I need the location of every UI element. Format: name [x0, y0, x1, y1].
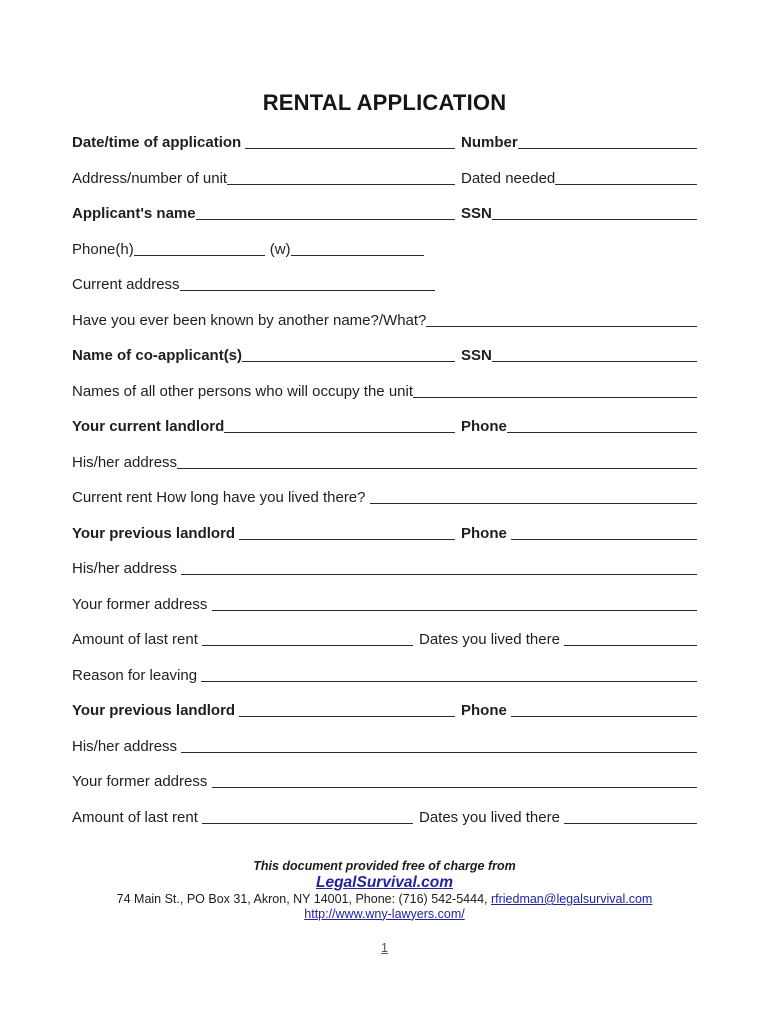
phone-work-fill-line[interactable]: [291, 242, 424, 256]
previous-landlord-1-label: Your previous landlord: [72, 524, 240, 542]
footer-url-line: [72, 907, 697, 922]
field-current-landlord-phone-group: [461, 417, 697, 435]
form-row-co-applicant: [72, 346, 697, 382]
previous-landlord-2-phone-label: Phone: [461, 702, 512, 719]
field-ssn-group: [461, 204, 697, 222]
footer-address-text: 74 Main St., PO Box 31, Akron, NY 14001, Phone: (716) 542-5444,: [116, 892, 491, 906]
form-row-occupants: [72, 382, 697, 418]
form-row-reason-leaving: [72, 666, 697, 702]
applicant-name-fill-line[interactable]: [196, 206, 455, 220]
footer-address-line: [72, 892, 697, 907]
date-time-label: Date/time of application: [72, 134, 246, 151]
form-row-address-unit: [72, 169, 697, 205]
current-address-fill-line[interactable]: [180, 277, 435, 291]
co-applicant-ssn-label: SSN: [461, 347, 492, 364]
last-rent-2-label: Amount of last rent: [72, 808, 203, 826]
field-date-time-group: [72, 133, 455, 151]
co-applicant-fill-line[interactable]: [242, 348, 455, 362]
rental-application-form: [72, 133, 697, 843]
field-applicant-name-group: [72, 204, 455, 222]
current-landlord-label: Your current landlord: [72, 418, 225, 435]
website-link[interactable]: http://www.wny-lawyers.com/: [304, 906, 465, 921]
form-row-last-rent-2: [72, 808, 697, 844]
former-address-2-fill-line[interactable]: [212, 774, 697, 788]
previous-landlord-2-fill-line[interactable]: [239, 703, 455, 717]
form-row-last-rent-1: [72, 630, 697, 666]
dates-lived-1-fill-line[interactable]: [564, 632, 697, 646]
former-address-2-label: Your former address: [72, 773, 212, 790]
field-co-applicant-group: [72, 346, 455, 364]
former-address-1-fill-line[interactable]: [212, 597, 697, 611]
form-row-landlord-address: [72, 453, 697, 489]
dates-lived-1-label: Dates you lived there: [419, 631, 565, 648]
legalsurvival-link[interactable]: LegalSurvival.com: [316, 874, 453, 891]
reason-leaving-fill-line[interactable]: [201, 668, 697, 682]
address-unit-fill-line[interactable]: [227, 171, 455, 185]
email-link[interactable]: rfriedman@legalsurvival.com: [490, 892, 653, 906]
field-previous-landlord-2-group: [72, 701, 455, 719]
form-row-former-address-1: [72, 595, 697, 631]
previous-landlord-2-label: Your previous landlord: [72, 702, 240, 719]
ssn-fill-line[interactable]: [492, 206, 697, 220]
previous-landlord-1-fill-line[interactable]: [239, 526, 455, 540]
previous-landlord-1-phone-fill-line[interactable]: [511, 526, 697, 540]
number-fill-line[interactable]: [518, 135, 697, 149]
form-row-former-address-2: [72, 772, 697, 808]
prev-address-1-fill-line[interactable]: [181, 561, 697, 575]
current-landlord-phone-label: Phone: [461, 418, 507, 435]
phone-work-label: (w): [269, 240, 291, 258]
co-applicant-label: Name of co-applicant(s): [72, 347, 243, 364]
co-applicant-ssn-fill-line[interactable]: [492, 348, 697, 362]
current-landlord-phone-fill-line[interactable]: [507, 419, 697, 433]
applicant-name-label: Applicant's name: [72, 205, 196, 222]
field-co-applicant-ssn-group: [461, 346, 697, 364]
dates-lived-2-fill-line[interactable]: [564, 810, 697, 824]
form-row-current-rent: [72, 488, 697, 524]
current-rent-fill-line[interactable]: [370, 490, 697, 504]
form-row-applicant-name: [72, 204, 697, 240]
other-name-label: Have you ever been known by another name?/What?: [72, 311, 427, 329]
occupants-label: Names of all other persons who will occupy the unit: [72, 382, 414, 400]
field-address-unit-group: [72, 169, 455, 187]
previous-landlord-2-phone-fill-line[interactable]: [511, 703, 697, 717]
number-label: Number: [461, 134, 518, 151]
field-number-group: [461, 133, 697, 151]
form-row-phone: [72, 240, 697, 276]
field-current-landlord-group: [72, 417, 455, 435]
field-last-rent-1-group: [72, 630, 413, 648]
landlord-address-fill-line[interactable]: [177, 455, 697, 469]
field-last-rent-2-group: [72, 808, 413, 826]
form-row-prev-address-2: [72, 737, 697, 773]
field-dates-lived-2-group: [419, 808, 697, 826]
prev-address-1-label: His/her address: [72, 560, 182, 577]
date-needed-fill-line[interactable]: [555, 171, 697, 185]
page-number: 1: [381, 941, 388, 955]
form-row-prev-address-1: [72, 559, 697, 595]
form-row-previous-landlord-2: [72, 701, 697, 737]
phone-home-label: Phone(h): [72, 240, 134, 258]
page-title: RENTAL APPLICATION: [262, 90, 507, 115]
field-date-needed-group: [461, 169, 697, 187]
form-row-current-address: [72, 275, 697, 311]
form-row-current-landlord: [72, 417, 697, 453]
field-previous-landlord-2-phone-group: [461, 701, 697, 719]
field-previous-landlord-1-group: [72, 524, 455, 542]
form-row-date-time: [72, 133, 697, 169]
form-row-previous-landlord-1: [72, 524, 697, 560]
last-rent-1-label: Amount of last rent: [72, 631, 203, 648]
reason-leaving-label: Reason for leaving: [72, 666, 202, 684]
field-previous-landlord-1-phone-group: [461, 524, 697, 542]
address-unit-label: Address/number of unit: [72, 169, 228, 187]
last-rent-2-fill-line[interactable]: [202, 810, 413, 824]
phone-home-fill-line[interactable]: [134, 242, 265, 256]
former-address-1-label: Your former address: [72, 595, 212, 613]
ssn-label: SSN: [461, 205, 492, 222]
other-name-fill-line[interactable]: [426, 313, 697, 327]
occupants-fill-line[interactable]: [413, 384, 697, 398]
footer-provided-text: This document provided free of charge from: [253, 859, 516, 873]
prev-address-2-label: His/her address: [72, 737, 182, 755]
current-address-label: Current address: [72, 276, 180, 293]
date-time-fill-line[interactable]: [245, 135, 455, 149]
last-rent-1-fill-line[interactable]: [202, 632, 413, 646]
previous-landlord-1-phone-label: Phone: [461, 524, 512, 542]
footer-site-line: [72, 874, 697, 892]
current-landlord-fill-line[interactable]: [224, 419, 455, 433]
field-dates-lived-1-group: [419, 630, 697, 648]
current-rent-label: Current rent How long have you lived there?: [72, 489, 370, 506]
dates-lived-2-label: Dates you lived there: [419, 808, 565, 826]
form-row-other-name: [72, 311, 697, 347]
landlord-address-label: His/her address: [72, 453, 178, 471]
prev-address-2-fill-line[interactable]: [181, 739, 697, 753]
date-needed-label: Dated needed: [461, 169, 556, 187]
footer: [72, 858, 697, 921]
